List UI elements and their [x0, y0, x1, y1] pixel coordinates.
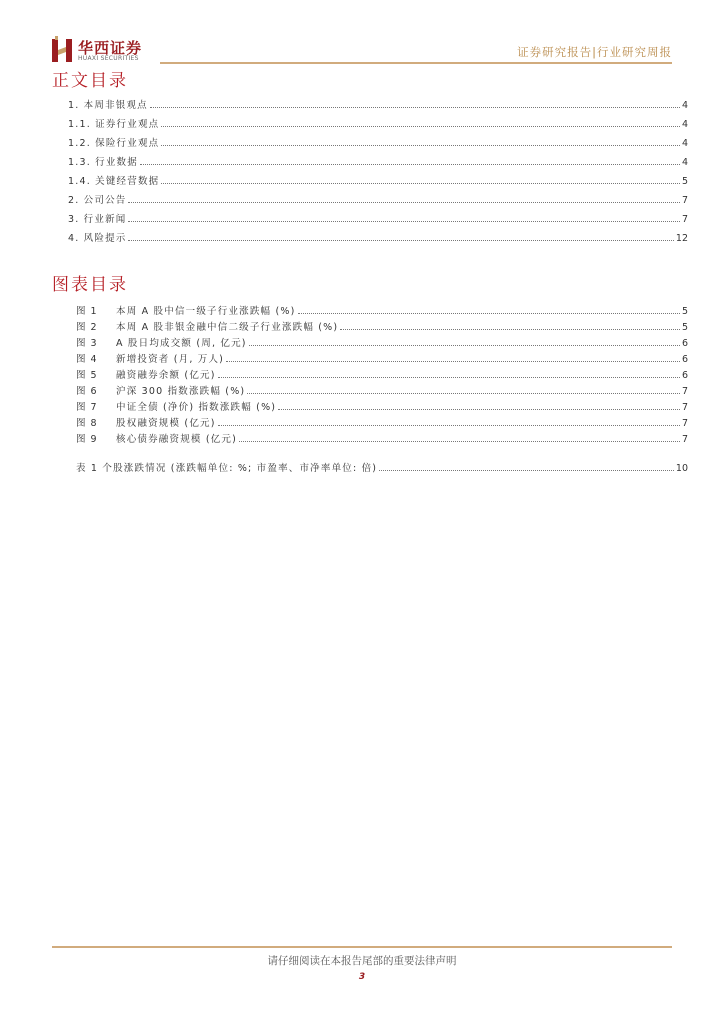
- toc-entry[interactable]: [68, 115, 688, 130]
- toc-entry-page: 7: [681, 195, 688, 206]
- figure-entry-number: 图 3: [76, 338, 98, 349]
- table-item-page: 10: [675, 463, 688, 474]
- report-type-label: 证券研究报告|行业研究周报: [517, 45, 672, 59]
- figure-entry-number: 图 1: [76, 306, 98, 317]
- figure-entry-number: 图 8: [76, 418, 98, 429]
- figure-entry-number: 图 2: [76, 322, 98, 333]
- toc-title: 正文目录: [52, 71, 128, 91]
- figure-entry-number: 图 6: [76, 386, 98, 397]
- footer-divider: [52, 946, 672, 948]
- huaxi-logo-icon: [52, 36, 74, 62]
- toc-entry-label: 4. 风险提示: [68, 233, 127, 244]
- figure-entry-page: 6: [681, 370, 688, 381]
- figure-entry[interactable]: [76, 366, 688, 381]
- leader-dots: [218, 377, 680, 378]
- table-list-item[interactable]: [76, 459, 688, 474]
- leader-dots: [140, 164, 680, 165]
- toc-entry-page: 4: [681, 119, 688, 130]
- figure-entry-page: 5: [681, 306, 688, 317]
- leader-dots: [379, 470, 674, 471]
- figure-entry-label: 新增投资者 (月, 万人): [116, 354, 225, 365]
- toc-entry[interactable]: [68, 96, 688, 111]
- toc-entry[interactable]: [68, 229, 688, 244]
- leader-dots: [128, 202, 679, 203]
- leader-dots: [218, 425, 680, 426]
- toc-entry-label: 1.3. 行业数据: [68, 157, 138, 168]
- toc-entry-label: 1.2. 保险行业观点: [68, 138, 160, 149]
- footer-disclaimer: 请仔细阅读在本报告尾部的重要法律声明: [267, 955, 457, 967]
- figure-entry[interactable]: [76, 414, 688, 429]
- figure-entry-label: 本周 A 股中信一级子行业涨跌幅 (%): [116, 306, 296, 317]
- figure-entry-page: 6: [681, 354, 688, 365]
- toc-entry-page: 4: [681, 100, 688, 111]
- figure-entry-label: 沪深 300 指数涨跌幅 (%): [116, 386, 246, 397]
- figure-entry[interactable]: [76, 302, 688, 317]
- figure-entry-label: 本周 A 股非银金融中信二级子行业涨跌幅 (%): [116, 322, 339, 333]
- page-header: [0, 0, 724, 70]
- toc-entry-page: 5: [681, 176, 688, 187]
- figure-entry-label: 融资融券余额 (亿元): [116, 370, 216, 381]
- figure-entry-page: 7: [681, 386, 688, 397]
- figure-list-title: 图表目录: [52, 275, 128, 295]
- leader-dots: [128, 240, 673, 241]
- figure-entry-page: 5: [681, 322, 688, 333]
- figure-entry-page: 7: [681, 402, 688, 413]
- figure-entry[interactable]: [76, 382, 688, 397]
- figure-entry-label: A 股日均成交额 (周, 亿元): [116, 338, 247, 349]
- leader-dots: [278, 409, 680, 410]
- figure-entry-number: 图 5: [76, 370, 98, 381]
- figure-entry-label: 中证全债 (净价) 指数涨跌幅 (%): [116, 402, 277, 413]
- toc-entry-label: 1.1. 证券行业观点: [68, 119, 160, 130]
- table-item-label: 表 1 个股涨跌情况 (涨跌幅单位: %; 市盈率、市净率单位: 倍): [76, 463, 378, 474]
- toc-entry-page: 7: [681, 214, 688, 225]
- header-divider: [160, 62, 672, 64]
- leader-dots: [247, 393, 680, 394]
- figure-entry[interactable]: [76, 318, 688, 333]
- logo-english-name: HUAXI SECURITIES: [78, 55, 139, 62]
- figure-entry-number: 图 9: [76, 434, 98, 445]
- leader-dots: [226, 361, 680, 362]
- logo-chinese-name: 华西证券: [78, 39, 143, 57]
- figure-entry-page: 7: [681, 434, 688, 445]
- figure-entry[interactable]: [76, 334, 688, 349]
- figure-entry-number: 图 4: [76, 354, 98, 365]
- toc-entry-page: 4: [681, 138, 688, 149]
- figure-entry[interactable]: [76, 350, 688, 365]
- company-logo: [52, 36, 182, 62]
- toc-entry[interactable]: [68, 172, 688, 187]
- figure-entry-page: 6: [681, 338, 688, 349]
- leader-dots: [161, 183, 680, 184]
- toc-entry-label: 2. 公司公告: [68, 195, 127, 206]
- figure-entry-number: 图 7: [76, 402, 98, 413]
- figure-entry-page: 7: [681, 418, 688, 429]
- leader-dots: [128, 221, 679, 222]
- toc-entry-label: 1.4. 关键经营数据: [68, 176, 160, 187]
- figure-entry[interactable]: [76, 398, 688, 413]
- toc-entry-page: 12: [675, 233, 688, 244]
- toc-entry-label: 1. 本周非银观点: [68, 100, 148, 111]
- leader-dots: [150, 107, 680, 108]
- leader-dots: [298, 313, 680, 314]
- toc-entry[interactable]: [68, 191, 688, 206]
- toc-entry-label: 3. 行业新闻: [68, 214, 127, 225]
- leader-dots: [340, 329, 680, 330]
- leader-dots: [239, 441, 680, 442]
- toc-entry[interactable]: [68, 210, 688, 225]
- page-number: 3: [358, 972, 366, 982]
- toc-entry-page: 4: [681, 157, 688, 168]
- figure-entry-label: 核心债券融资规模 (亿元): [116, 434, 238, 445]
- leader-dots: [161, 145, 680, 146]
- toc-entry[interactable]: [68, 134, 688, 149]
- toc-entry[interactable]: [68, 153, 688, 168]
- leader-dots: [249, 345, 680, 346]
- figure-entry-label: 股权融资规模 (亿元): [116, 418, 216, 429]
- leader-dots: [161, 126, 680, 127]
- figure-entry[interactable]: [76, 430, 688, 445]
